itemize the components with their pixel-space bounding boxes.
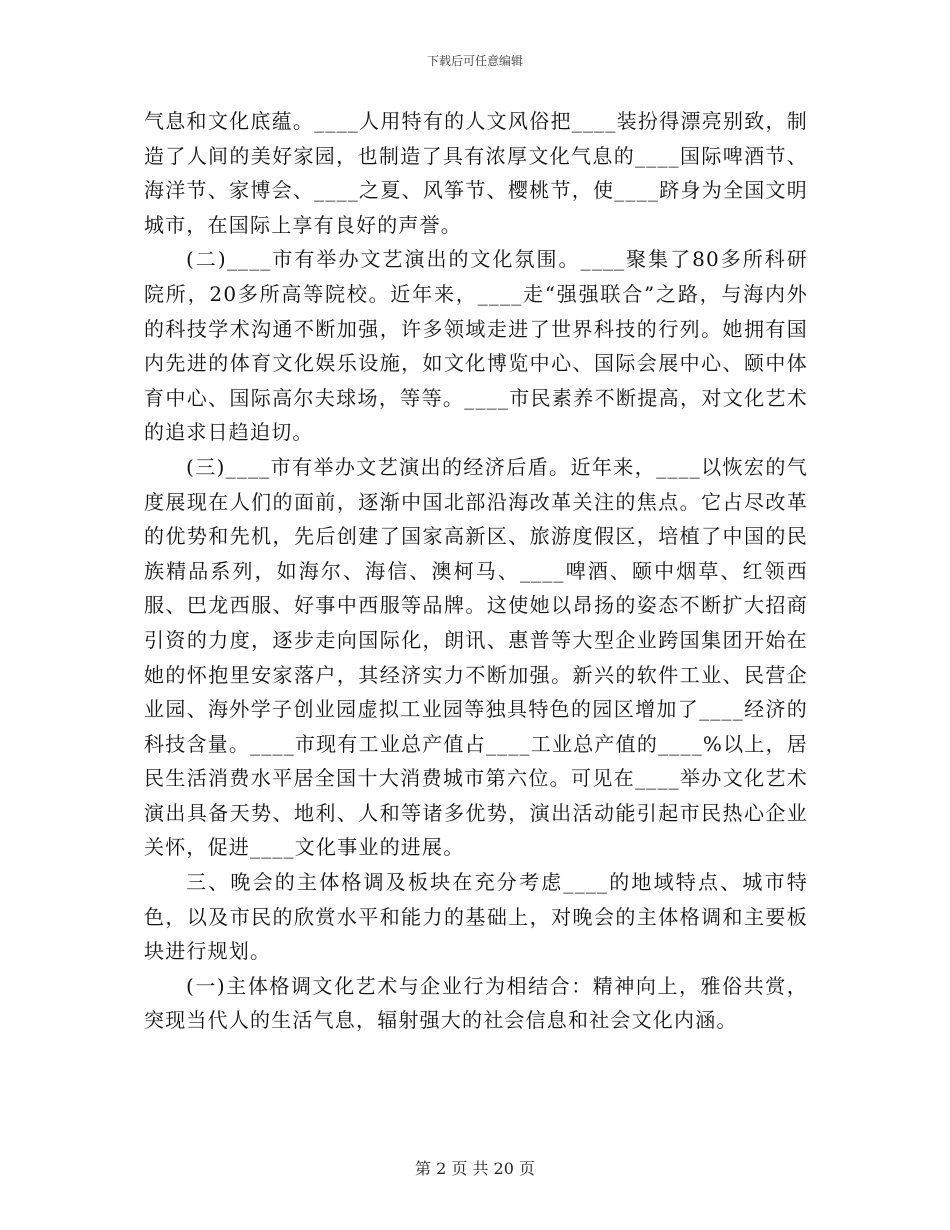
paragraph-4: 三、晚会的主体格调及板块在充分考虑____的地域特点、城市特色，以及市民的欣赏水平和能力的基础上，对晚会的主体格调和主要板块进行规划。 [144, 870, 808, 964]
paragraph-1: 气息和文化底蕴。____人用特有的人文风俗把____装扮得漂亮别致，制造了人间的美好家园，也制造了具有浓厚文化气息的____国际啤酒节、海洋节、家博会、____之夏、风筝节、樱桃节，使____跻身为全国文明城市，在国际上享有良好的声誉。 [144, 109, 808, 237]
page-footer: 第 2 页 共 20 页 [415, 1159, 535, 1178]
document-body [144, 104, 808, 1038]
page-header: 下载后可任意编辑 [426, 54, 523, 68]
paragraph-5: (一)主体格调文化艺术与企业行为相结合：精神向上，雅俗共赏，突现当代人的生活气息，辐射强大的社会信息和社会文化内涵。 [144, 973, 808, 1033]
paragraph-3: (三)____市有举办文艺演出的经济后盾。近年来，____以恢宏的气度展现在人们的面前，逐渐中国北部沿海改革关注的焦点。它占尽改革的优势和先机，先后创建了国家高新区、旅游度假区，培植了中国的民族精品系列，如海尔、海信、澳柯马、____啤酒、颐中烟草、红领西服、巴龙西服、好事中西服等品牌。这使她以昂扬的姿态不断扩大招商引资的力度，逐步走向国际化，朗讯、惠普等大型企业跨国集团开始在她的怀抱里安家落户，其经济实力不断加强。新兴的软件工业、民营企业园、海外学子创业园虚拟工业园等独具特色的园区增加了____经济的科技含量。____市现有工业总产值占____工业总产值的____%以上，居民生活消费水平居全国十大消费城市第六位。可见在____举办文化艺术演出具备天势、地利、人和等诸多优势，演出活动能引起市民热心企业关怀，促进____文化事业的进展。 [144, 454, 808, 860]
paragraph-2: (二)____市有举办文艺演出的文化氛围。____聚集了80多所科研院所，20多所高等院校。近年来，____走“强强联合”之路，与海内外的科技学术沟通不断加强，许多领域走进了世界科技的行列。她拥有国内先进的体育文化娱乐设施，如文化博览中心、国际会展中心、颐中体育中心、国际高尔夫球场，等等。____市民素养不断提高，对文化艺术的追求日趋迫切。 [144, 247, 808, 445]
